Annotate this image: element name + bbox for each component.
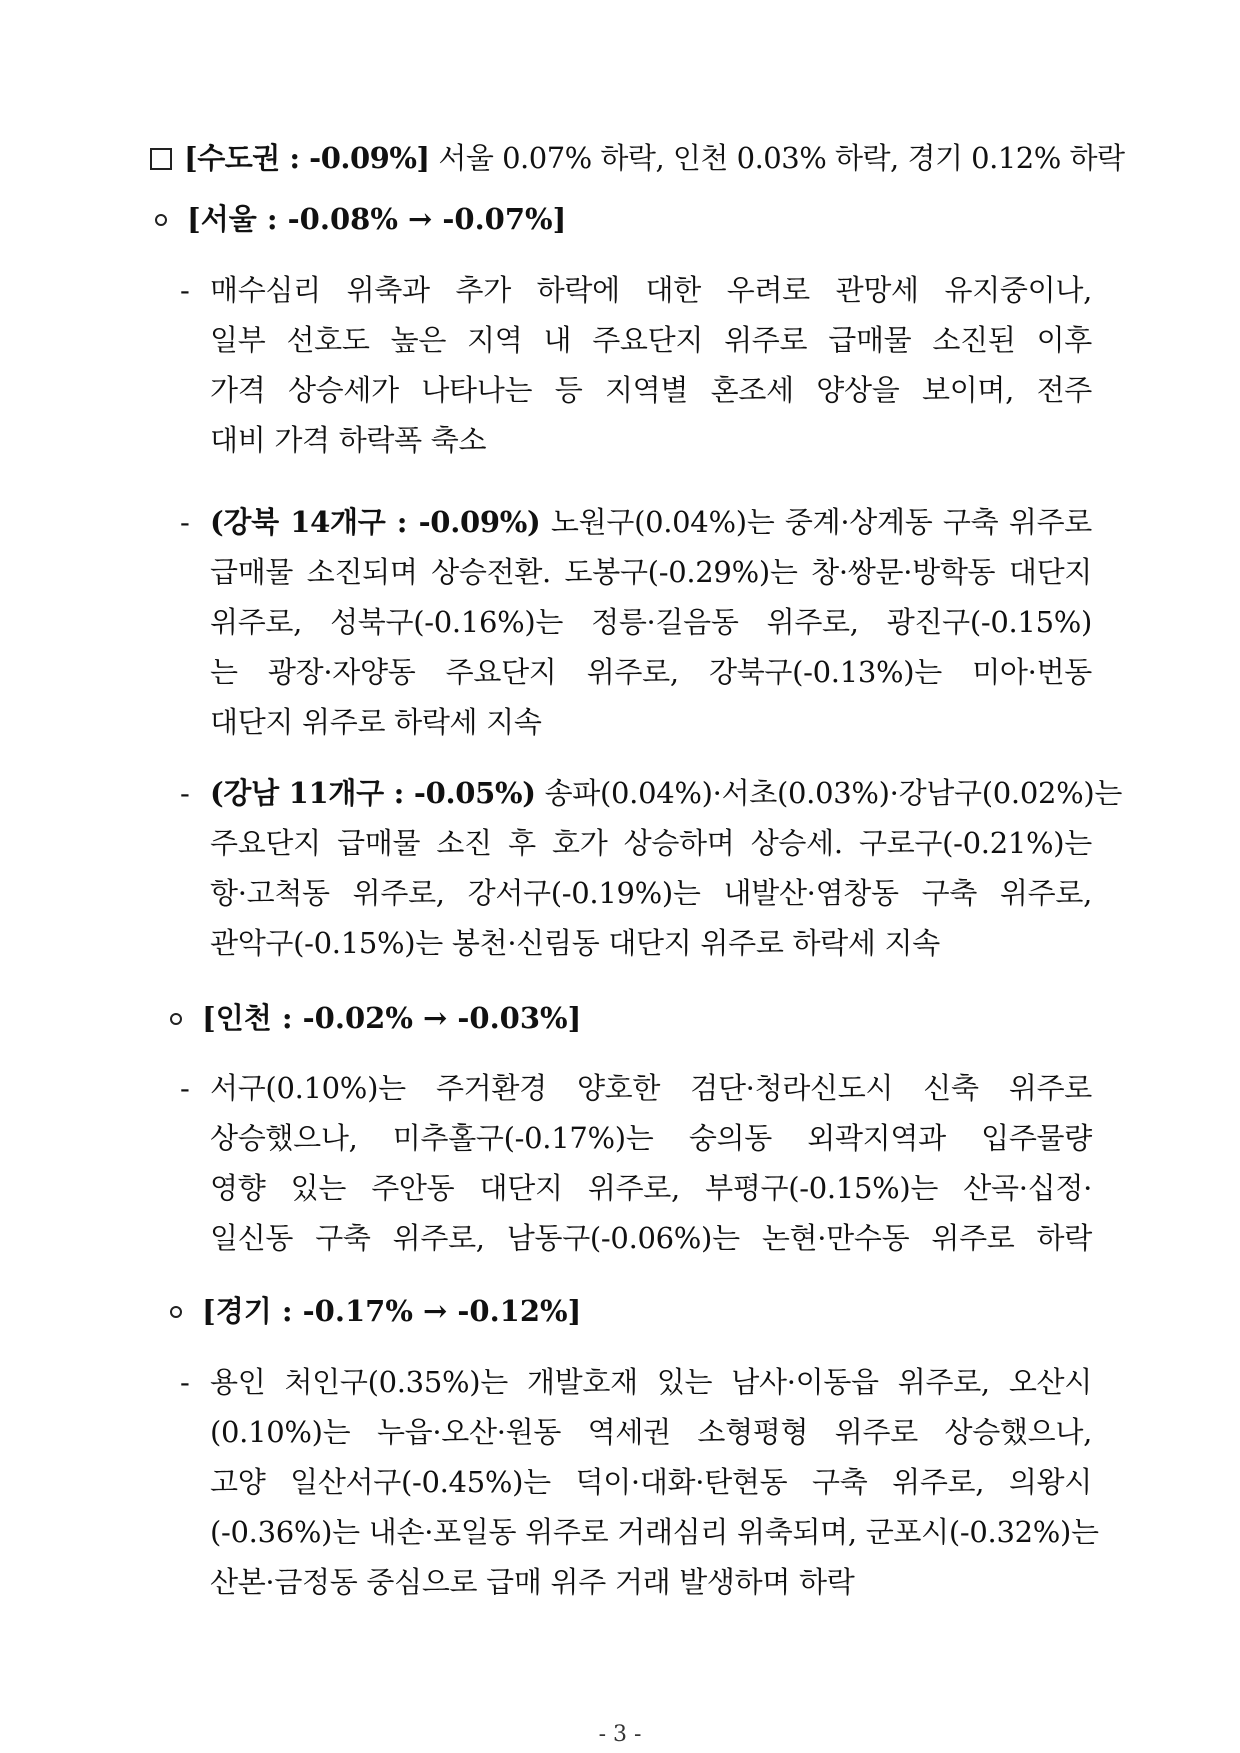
dash-bullet: - [180, 1365, 190, 1399]
paragraph [180, 1357, 1099, 1607]
paragraph-line: (강북 14개구 : -0.09%) 노원구(0.04%)는 중계·상계동 구축 위주로 [210, 505, 1092, 539]
paragraph-line: 급매물 소진되며 상승전환. 도봉구(-0.29%)는 창·쌍문·방학동 대단지 [210, 555, 1092, 589]
dash-bullet: - [180, 1071, 190, 1105]
paragraph-line: 고양 일산서구(-0.45%)는 덕이·대화·탄현동 구축 위주로, 의왕시 [210, 1465, 1092, 1499]
dash-bullet: - [180, 273, 190, 307]
dash-bullet: - [180, 505, 190, 539]
paragraph [180, 265, 1092, 465]
paragraph [180, 768, 1123, 968]
paragraph-bold-label: (강남 11개구 : -0.05%) [210, 776, 536, 810]
checkbox-square-icon [150, 148, 172, 170]
subsection-title-incheon: [인천 : -0.02% → -0.03%] [170, 998, 581, 1038]
paragraph-line: (-0.36%)는 내손·포일동 위주로 거래심리 위축되며, 군포시(-0.32%)는 [210, 1515, 1099, 1549]
paragraph-line: 용인 처인구(0.35%)는 개발호재 있는 남사·이동읍 위주로, 오산시 [210, 1365, 1092, 1399]
paragraph-line: (강남 11개구 : -0.05%) 송파(0.04%)·서초(0.03%)·강남구(0.02%)는 [210, 776, 1123, 810]
paragraph-line: 대비 가격 하락폭 축소 [210, 423, 487, 457]
heading-label: [수도권 : -0.09%] [184, 141, 430, 175]
circle-bullet-icon [170, 1013, 182, 1025]
paragraph-line: 상승했으나, 미추홀구(-0.17%)는 숭의동 외곽지역과 입주물량 [210, 1121, 1092, 1155]
dash-bullet: - [180, 776, 190, 810]
paragraph-line: 일부 선호도 높은 지역 내 주요단지 위주로 급매물 소진된 이후 [210, 323, 1092, 357]
paragraph-line: 가격 상승세가 나타나는 등 지역별 혼조세 양상을 보이며, 전주 [210, 373, 1092, 407]
page-number: - 3 - [598, 1722, 642, 1747]
paragraph-line: 주요단지 급매물 소진 후 호가 상승하며 상승세. 구로구(-0.21%)는 [210, 826, 1092, 860]
paragraph-line: 일신동 구축 위주로, 남동구(-0.06%)는 논현·만수동 위주로 하락 [210, 1221, 1092, 1255]
paragraph-line: 산본·금정동 중심으로 급매 위주 거래 발생하며 하락 [210, 1565, 855, 1599]
paragraph-line: 는 광장·자양동 주요단지 위주로, 강북구(-0.13%)는 미아·번동 [210, 655, 1092, 689]
paragraph [180, 1063, 1092, 1263]
subsection-title-seoul: [서울 : -0.08% → -0.07%] [155, 199, 566, 239]
paragraph [180, 497, 1092, 747]
paragraph-line: 위주로, 성북구(-0.16%)는 정릉·길음동 위주로, 광진구(-0.15%) [210, 605, 1092, 639]
circle-bullet-icon [155, 214, 167, 226]
paragraph-line: (0.10%)는 누읍·오산·원동 역세권 소형평형 위주로 상승했으나, [210, 1415, 1092, 1449]
heading-text: 서울 0.07% 하락, 인천 0.03% 하락, 경기 0.12% 하락 [429, 141, 1125, 175]
paragraph-line: 서구(0.10%)는 주거환경 양호한 검단·청라신도시 신축 위주로 [210, 1071, 1092, 1105]
paragraph-bold-label: (강북 14개구 : -0.09%) [210, 505, 541, 539]
paragraph-line: 영향 있는 주안동 대단지 위주로, 부평구(-0.15%)는 산곡·십정· [210, 1171, 1092, 1205]
subsection-title-gyeonggi: [경기 : -0.17% → -0.12%] [170, 1291, 581, 1331]
section-heading [150, 138, 1125, 178]
paragraph-line: 항·고척동 위주로, 강서구(-0.19%)는 내발산·염창동 구축 위주로, [210, 876, 1092, 910]
paragraph-line: 대단지 위주로 하락세 지속 [210, 705, 542, 739]
paragraph-line: 매수심리 위축과 추가 하락에 대한 우려로 관망세 유지중이나, [210, 273, 1092, 307]
paragraph-line: 관악구(-0.15%)는 봉천·신림동 대단지 위주로 하락세 지속 [210, 926, 940, 960]
circle-bullet-icon [170, 1306, 182, 1318]
